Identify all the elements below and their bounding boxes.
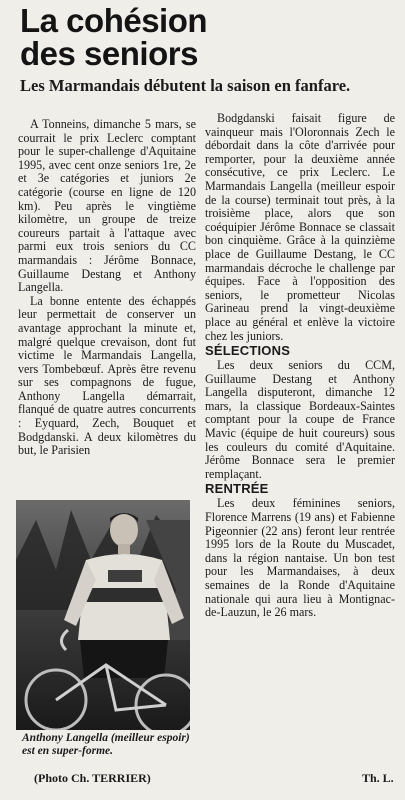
section-text-rentree: Les deux féminines seniors, Florence Marrens (19 ans) et Fabienne Pigeonnier (22 ans) feront leur rentrée 1995 lors de la Route du Muscadet, dans la région nantaise. Un bon test pour les Marmandaises, à deux semaines de la Ronde d'Aquitaine nationale qui aura lieu à Montignac-de-Lauzun, le 26 mars.	[205, 496, 395, 620]
section-text-selections: Les deux seniors du CCM, Guillaume Destang et Anthony Langella disputeront, dimanche 12 mars, la classique Bordeaux-Saintes comptant pour la coupe de France Mavic (équipe de huit coureurs) sous les couleurs du comité d'Aquitaine. Jérôme Bonnace sera le premier remplaçant.	[205, 358, 395, 481]
headline-line-1: La cohésion	[20, 2, 208, 39]
cyclist-photo-icon	[16, 500, 190, 730]
headline-line-2: des seniors	[20, 35, 198, 72]
headline	[20, 4, 400, 70]
subheadline: Les Marmandais débutent la saison en fanfare.	[20, 76, 351, 95]
section-title-selections: SÉLECTIONS	[205, 343, 291, 359]
section-title-rentree: RENTRÉE	[205, 481, 269, 497]
photo-credit: (Photo Ch. TERRIER)	[34, 771, 151, 785]
right-column	[205, 112, 395, 620]
cyclist-photo	[16, 500, 190, 730]
body-paragraph: La bonne entente des échappés leur permettait de conserver un avantage approchant la minute et, malgré quelque crevaison, dont fut victime le Marmandais Langella, vers Tombebœuf. Après être revenu sur ses compagnons de fugue, Anthony Langella démarrait, flanqué de quatre autres concurrents : Eyquard, Zech, Bouquet et Bodgdanski. A deux kilomètres du but, le Parisien	[18, 293, 196, 458]
body-paragraph: Bodgdanski faisait figure de vainqueur mais l'Oloronnais Zech le débordait dans la côte d'arrivée pour remporter, pour la deuxième année consécutive, ce prix Leclerc. Le Marmandais Langella (meilleur espoir de la course) terminait tout près, à la troisième place, alors que son coéquipier Jérôme Bonnace se classait bon cinquième. Grâce à la quinzième place de Guillaume Destang, le CC marmandais décroche le challenge par équipes. Face à l'opposition des seniors, le prometteur Nicolas Garineau prend la vingt-deuxième place au général et enlève la victoire chez les juniors.	[205, 111, 395, 343]
body-paragraph: A Tonneins, dimanche 5 mars, se courrait le prix Leclerc comptant pour le super-challenge d'Aquitaine 1995, avec cent onze seniors 1re, 2e et 3e catégories et juniors 2e catégorie (course en ligne de 120 km). Peu après le vingtième kilomètre, un groupe de treize coureurs partait à l'attaque avec parmi eux trois seniors du CC marmandais : Jérôme Bonnace, Guillaume Destang et Anthony Langella.	[18, 117, 196, 295]
author-signature: Th. L.	[362, 771, 394, 785]
photo-caption: Anthony Langella (meilleur espoir) est en super-forme.	[22, 732, 190, 757]
left-column	[18, 118, 196, 458]
